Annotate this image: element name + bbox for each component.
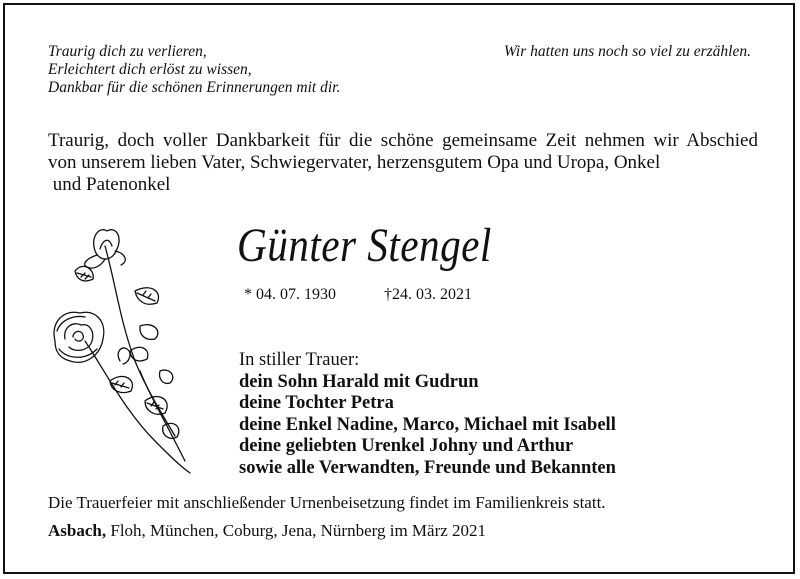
intro-line: und Patenonkel [48, 174, 171, 195]
mourner-line: dein Sohn Harald mit Gudrun [239, 371, 479, 392]
mourners-heading: In stiller Trauer: [239, 350, 360, 370]
place-rest: Floh, München, Coburg, Jena, Nürnberg im März 2021 [106, 521, 487, 540]
place-date-line [48, 521, 486, 541]
death-date: †24. 03. 2021 [384, 286, 472, 303]
mourner-line: sowie alle Verwandten, Freunde und Bekannten [239, 457, 616, 478]
intro-line: Traurig, doch voller Dankbarkeit für die schöne gemeinsame Zeit nehmen wir Abschied [48, 130, 758, 151]
mourners-list [239, 350, 616, 479]
deceased-name: Günter Stengel [237, 219, 492, 272]
mourner-line: deine Tochter Petra [239, 393, 394, 413]
obituary-notice [3, 3, 795, 574]
intro-paragraph [48, 130, 758, 196]
mourner-line: deine geliebten Urenkel Johny und Arthur [239, 436, 574, 456]
poem-line: Erleichtert dich erlöst zu wissen, [48, 61, 252, 78]
town-name: Asbach, [48, 521, 107, 540]
mourner-line: deine Enkel Nadine, Marco, Michael mit Isabell [239, 414, 616, 435]
side-quote: Wir hatten uns noch so viel zu erzählen. [503, 43, 751, 60]
poem-quote [48, 43, 340, 97]
poem-line: Traurig dich zu verlieren, [48, 43, 207, 60]
poem-line: Dankbar für die schönen Erinnerungen mit dir. [48, 79, 341, 96]
intro-line: von unserem lieben Vater, Schwiegervater, herzensgutem Opa und Uropa, Onkel [48, 152, 661, 173]
life-dates [244, 286, 472, 304]
birth-date: * 04. 07. 1930 [244, 286, 336, 303]
ceremony-note: Die Trauerfeier mit anschließender Urnenbeisetzung findet im Familienkreis statt. [48, 493, 606, 512]
rose-drawing-icon [45, 221, 195, 476]
